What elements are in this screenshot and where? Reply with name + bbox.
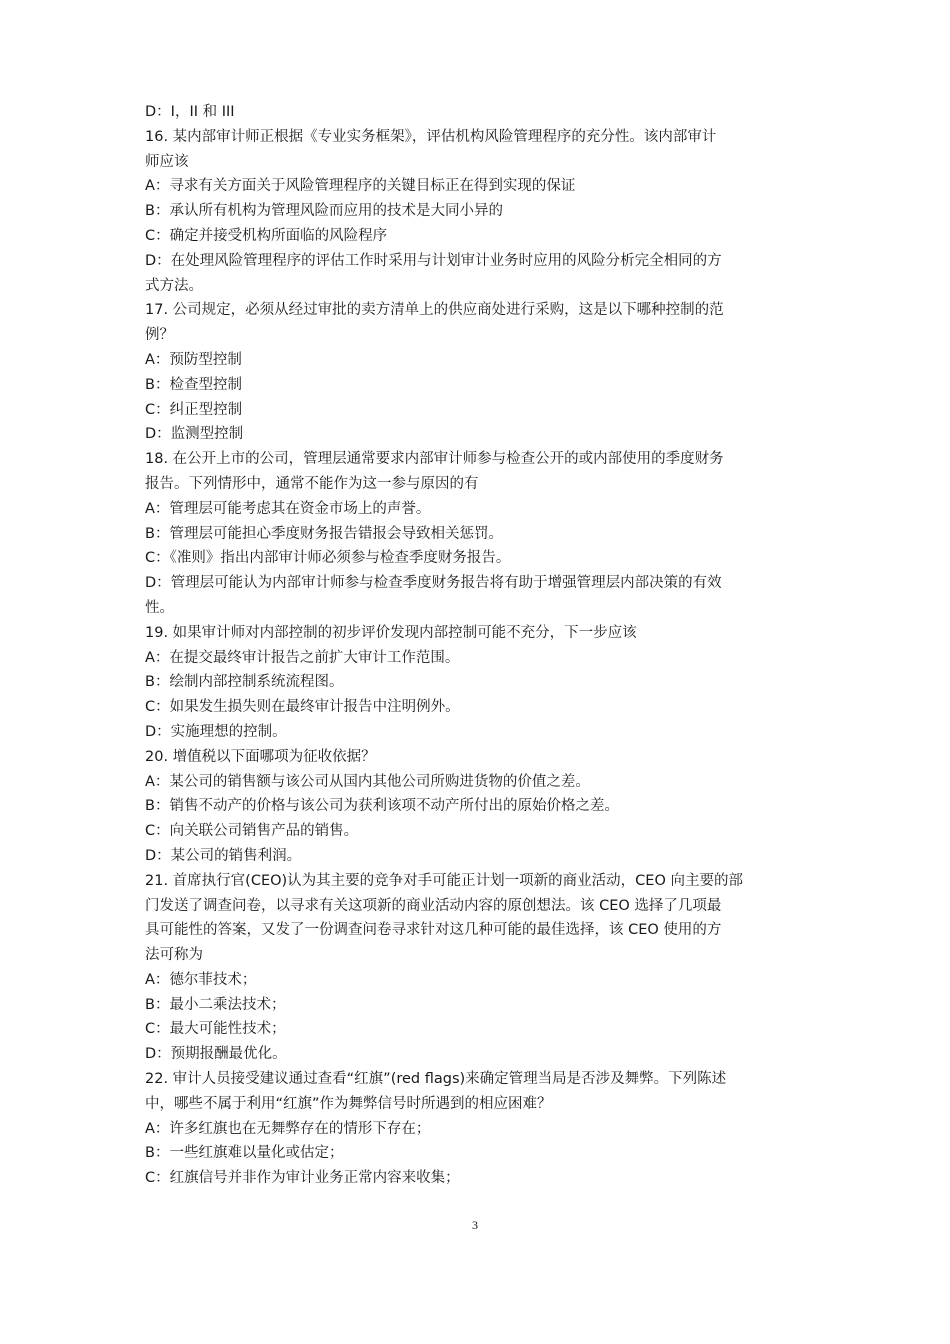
answer-option: D：监测型控制	[145, 426, 244, 443]
answer-option: A：德尔菲技术；	[145, 971, 257, 988]
question-19-text: 19. 如果审计师对内部控制的初步评价发现内部控制可能不充分，下一步应该	[145, 624, 637, 641]
answer-option: B：承认所有机构为管理风险而应用的技术是大同小异的	[145, 203, 503, 220]
answer-option: A：某公司的销售额与该公司从国内其他公司所购进货物的价值之差。	[145, 773, 590, 790]
answer-option: D：实施理想的控制。	[145, 723, 287, 740]
answer-option: A：在提交最终审计报告之前扩大审计工作范围。	[145, 649, 460, 666]
answer-option: A：许多红旗也在无舞弊存在的情形下存在；	[145, 1120, 431, 1137]
answer-option: B：管理层可能担心季度财务报告错报会导致相关惩罚。	[145, 525, 503, 542]
answer-option: C：最大可能性技术；	[145, 1021, 286, 1038]
answer-option: D：在处理风险管理程序的评估工作时采用与计划审计业务时应用的风险分析完全相同的方	[145, 252, 722, 269]
answer-option: D：某公司的销售利润。	[145, 847, 302, 864]
question-21-text-cont: 具可能性的答案，又发了一份调查问卷寻求针对这几种可能的最佳选择，该 CEO 使用的方	[145, 922, 722, 939]
answer-option: C：确定并接受机构所面临的风险程序	[145, 227, 388, 244]
question-17-text-cont: 例？	[145, 327, 174, 344]
answer-option: A：管理层可能考虑其在资金市场上的声誉。	[145, 500, 431, 517]
question-16-text-cont: 师应该	[145, 153, 189, 170]
document-body	[145, 100, 825, 1191]
answer-option: B：一些红旗难以量化或估定；	[145, 1145, 344, 1162]
answer-option: B：检查型控制	[145, 376, 242, 393]
answer-option: C：向关联公司销售产品的销售。	[145, 823, 359, 840]
answer-option: C：如果发生损失则在最终审计报告中注明例外。	[145, 699, 460, 716]
answer-option: C：《准则》指出内部审计师必须参与检查季度财务报告。	[145, 550, 511, 567]
question-22-text: 22. 审计人员接受建议通过查看“红旗”(red flags)来确定管理当局是否涉及舞弊。下列陈述	[145, 1071, 727, 1088]
question-21-text: 21. 首席执行官(CEO)认为其主要的竞争对手可能正计划一项新的商业活动，CEO 向主要的部	[145, 872, 743, 889]
answer-option: C：纠正型控制	[145, 401, 243, 418]
answer-option: D：I，II 和 III	[145, 104, 235, 120]
question-18-text-cont: 报告。下列情形中，通常不能作为这一参与原因的有	[145, 475, 479, 492]
answer-option: D：预期报酬最优化。	[145, 1046, 287, 1063]
question-20-text: 20. 增值税以下面哪项为征收依据？	[145, 748, 376, 765]
answer-option: B：最小二乘法技术；	[145, 996, 286, 1013]
question-22-text-cont: 中，哪些不属于利用“红旗”作为舞弊信号时所遇到的相应困难？	[145, 1095, 552, 1112]
answer-option: B：销售不动产的价格与该公司为获利该项不动产所付出的原始价格之差。	[145, 798, 619, 815]
question-21-text-cont: 法可称为	[145, 947, 203, 964]
question-21-text-cont: 门发送了调查问卷，以寻求有关这项新的商业活动内容的原创想法。该 CEO 选择了几项最	[145, 897, 722, 914]
question-17-text: 17. 公司规定，必须从经过审批的卖方清单上的供应商处进行采购，这是以下哪种控制的范	[145, 302, 724, 319]
answer-option: B：绘制内部控制系统流程图。	[145, 674, 344, 691]
answer-option: D：管理层可能认为内部审计师参与检查季度财务报告将有助于增强管理层内部决策的有效	[145, 575, 722, 592]
answer-option: A：寻求有关方面关于风险管理程序的关键目标正在得到实现的保证	[145, 178, 576, 195]
question-16-text: 16. 某内部审计师正根据《专业实务框架》，评估机构风险管理程序的充分性。该内部审计	[145, 128, 717, 145]
question-18-text: 18. 在公开上市的公司，管理层通常要求内部审计师参与检查公开的或内部使用的季度财务	[145, 451, 724, 468]
answer-option: A：预防型控制	[145, 351, 242, 368]
page-number: 3	[472, 1218, 478, 1232]
answer-option: C：红旗信号并非作为审计业务正常内容来收集；	[145, 1170, 460, 1187]
answer-option-cont: 性。	[145, 599, 174, 616]
answer-option-cont: 式方法。	[145, 277, 203, 294]
